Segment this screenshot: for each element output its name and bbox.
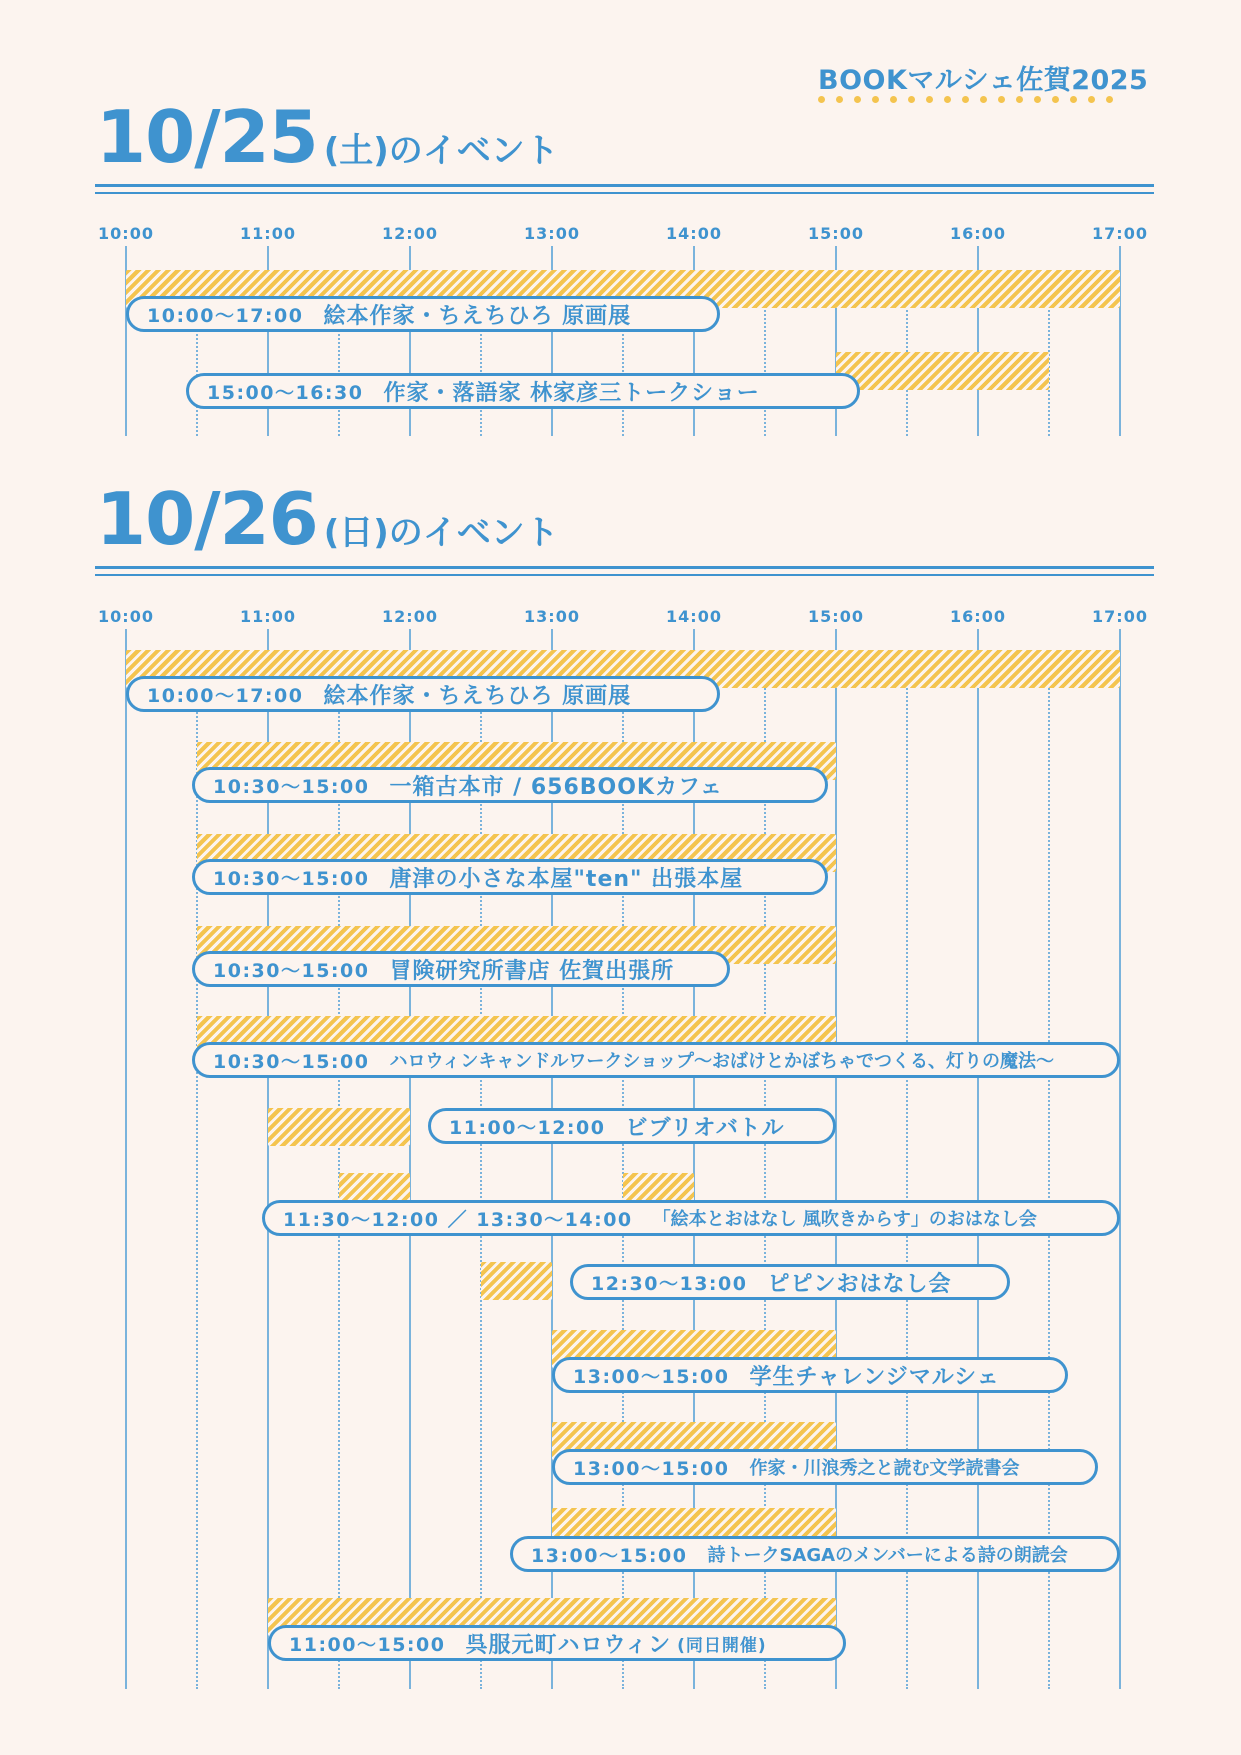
- event-time: 10:00〜17:00: [147, 304, 304, 327]
- event-time: 10:30〜15:00: [213, 1050, 370, 1073]
- event-label: [186, 373, 860, 409]
- day-date: 10/25: [96, 95, 318, 179]
- event-time: 10:30〜15:00: [213, 867, 370, 890]
- logo-dots: [818, 96, 1113, 103]
- logo-text: BOOKマルシェ佐賀2025: [818, 65, 1149, 96]
- event-label: [552, 1357, 1068, 1393]
- event-title: 作家・川浪秀之と読む文学読書会: [749, 1458, 1020, 1479]
- event-time: 11:00〜15:00: [289, 1633, 446, 1656]
- event-title: 絵本作家・ちえちひろ 原画展: [323, 303, 632, 329]
- event-title: 学生チャレンジマルシェ: [749, 1364, 1000, 1390]
- event-logo: [818, 58, 1154, 108]
- hour-gridline: [1119, 629, 1121, 1689]
- tick-label: 16:00: [950, 224, 1006, 243]
- event-label: [570, 1264, 1010, 1300]
- event-time: 11:00〜12:00: [449, 1116, 606, 1139]
- event-label: [126, 296, 720, 332]
- hour-gridline: [977, 629, 979, 1689]
- event-time: 10:30〜15:00: [213, 775, 370, 798]
- event-label: [192, 1042, 1120, 1078]
- day-heading-1025: [96, 95, 559, 179]
- day-suffix: (土)のイベント: [323, 131, 559, 171]
- half-hour-gridline: [480, 657, 482, 1689]
- event-title: 冒険研究所書店 佐賀出張所: [389, 958, 675, 984]
- event-time-bar: [836, 352, 1049, 390]
- event-title: 「絵本とおはなし 風吹きからす」のおはなし会: [652, 1209, 1037, 1230]
- event-title: 作家・落語家 林家彦三トークショー: [383, 380, 760, 406]
- event-label: [262, 1200, 1120, 1236]
- event-label: [510, 1536, 1120, 1572]
- tick-label: 10:00: [98, 607, 154, 626]
- event-label: [192, 767, 828, 803]
- event-note: (同日開催): [677, 1635, 767, 1656]
- event-title: 一箱古本市 / 656BOOKカフェ: [389, 774, 723, 800]
- event-label: [192, 859, 828, 895]
- heading-rule: [95, 566, 1154, 569]
- event-label: [126, 676, 720, 712]
- heading-rule: [95, 574, 1154, 576]
- tick-label: 14:00: [666, 224, 722, 243]
- event-time: 13:00〜15:00: [573, 1365, 730, 1388]
- half-hour-gridline: [1048, 657, 1050, 1689]
- event-time-bar: [268, 1108, 410, 1146]
- event-title: 呉服元町ハロウィン: [465, 1632, 672, 1658]
- event-title: 詩トークSAGAのメンバーによる詩の朗読会: [707, 1545, 1068, 1566]
- day-date: 10/26: [96, 477, 318, 561]
- event-title: ビブリオバトル: [625, 1115, 785, 1141]
- tick-label: 15:00: [808, 224, 864, 243]
- tick-label: 15:00: [808, 607, 864, 626]
- tick-label: 13:00: [524, 607, 580, 626]
- day-suffix: (日)のイベント: [323, 513, 559, 553]
- event-time: 13:00〜15:00: [573, 1457, 730, 1480]
- event-label: [552, 1449, 1098, 1485]
- tick-label: 16:00: [950, 607, 1006, 626]
- event-time: 13:00〜15:00: [531, 1544, 688, 1567]
- event-title: ハロウィンキャンドルワークショップ〜おばけとかぼちゃでつくる、灯りの魔法〜: [389, 1051, 1055, 1072]
- event-title: 絵本作家・ちえちひろ 原画展: [323, 683, 632, 709]
- tick-label: 14:00: [666, 607, 722, 626]
- tick-label: 12:00: [382, 224, 438, 243]
- event-title: ピピンおはなし会: [767, 1271, 952, 1297]
- event-time: 12:30〜13:00: [591, 1272, 748, 1295]
- event-title: 唐津の小さな本屋"ten" 出張本屋: [389, 866, 744, 892]
- half-hour-gridline: [906, 657, 908, 1689]
- tick-label: 11:00: [240, 224, 296, 243]
- tick-label: 13:00: [524, 224, 580, 243]
- tick-label: 10:00: [98, 224, 154, 243]
- half-hour-gridline: [196, 657, 198, 1689]
- heading-rule: [95, 184, 1154, 187]
- event-time-bar: [481, 1262, 552, 1300]
- event-label: [428, 1108, 836, 1144]
- tick-label: 11:00: [240, 607, 296, 626]
- event-time: 10:30〜15:00: [213, 959, 370, 982]
- tick-label: 17:00: [1092, 224, 1148, 243]
- day-heading-1026: [96, 477, 559, 561]
- event-time: 10:00〜17:00: [147, 684, 304, 707]
- tick-label: 17:00: [1092, 607, 1148, 626]
- event-label: [268, 1625, 846, 1661]
- event-time: 15:00〜16:30: [207, 381, 364, 404]
- tick-label: 12:00: [382, 607, 438, 626]
- event-time: 11:30〜12:00 ／ 13:30〜14:00: [283, 1208, 633, 1231]
- hour-gridline: [125, 629, 127, 1689]
- heading-rule: [95, 192, 1154, 194]
- event-label: [192, 951, 730, 987]
